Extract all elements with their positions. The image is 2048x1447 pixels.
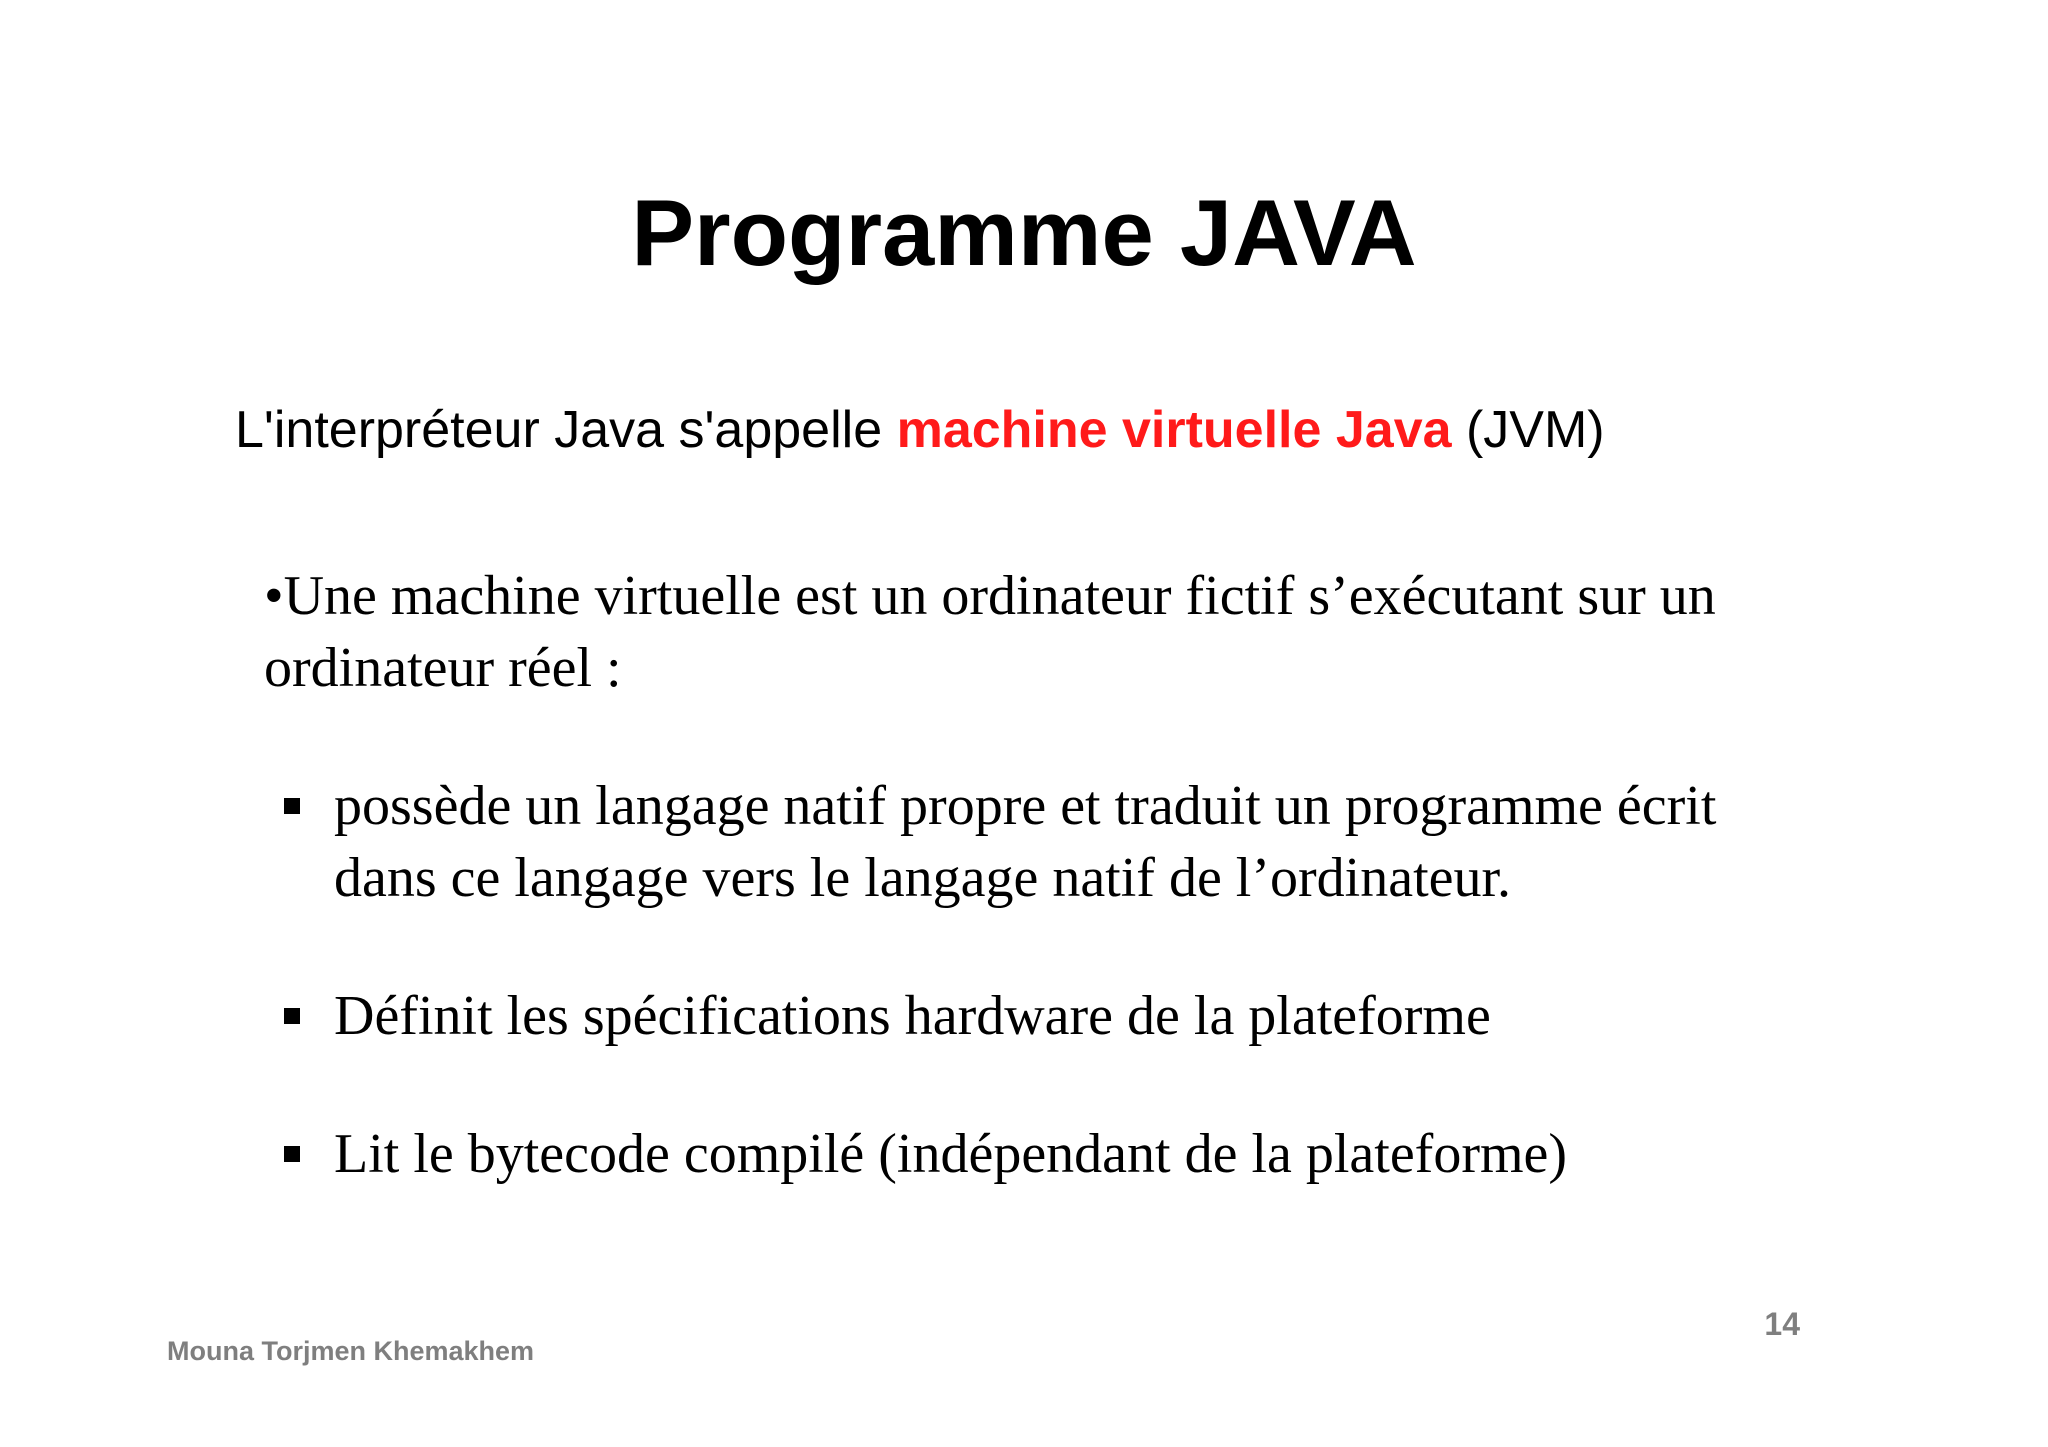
list-item-text: possède un langage natif propre et traduit un programme écrit dans ce langage vers le langage natif de l’ordinateur. [334,775,1717,909]
definition-paragraph: •Une machine virtuelle est un ordinateur fictif s’exécutant sur un ordinateur réel : [264,565,1716,699]
list-item [280,770,1820,914]
square-bullet-icon [284,1008,300,1024]
author-name: Mouna Torjmen Khemakhem [167,1336,535,1366]
list-item-text: Lit le bytecode compilé (indépendant de la plateforme) [334,1123,1568,1185]
bullet-list [280,770,1820,1190]
slide-title: Programme JAVA [631,180,1417,285]
intro-text-after: (JVM) [1451,401,1605,459]
page-number: 14 [1764,1306,1800,1342]
square-bullet-icon [284,798,300,814]
intro-text-before: L'interpréteur Java s'appelle [235,401,897,459]
intro-highlight: machine virtuelle Java [896,401,1452,459]
list-item [280,980,1820,1052]
list-item [280,1118,1820,1190]
intro-line [235,398,1875,462]
square-bullet-icon [284,1146,300,1162]
list-item-text: Définit les spécifications hardware de la plateforme [334,985,1491,1047]
